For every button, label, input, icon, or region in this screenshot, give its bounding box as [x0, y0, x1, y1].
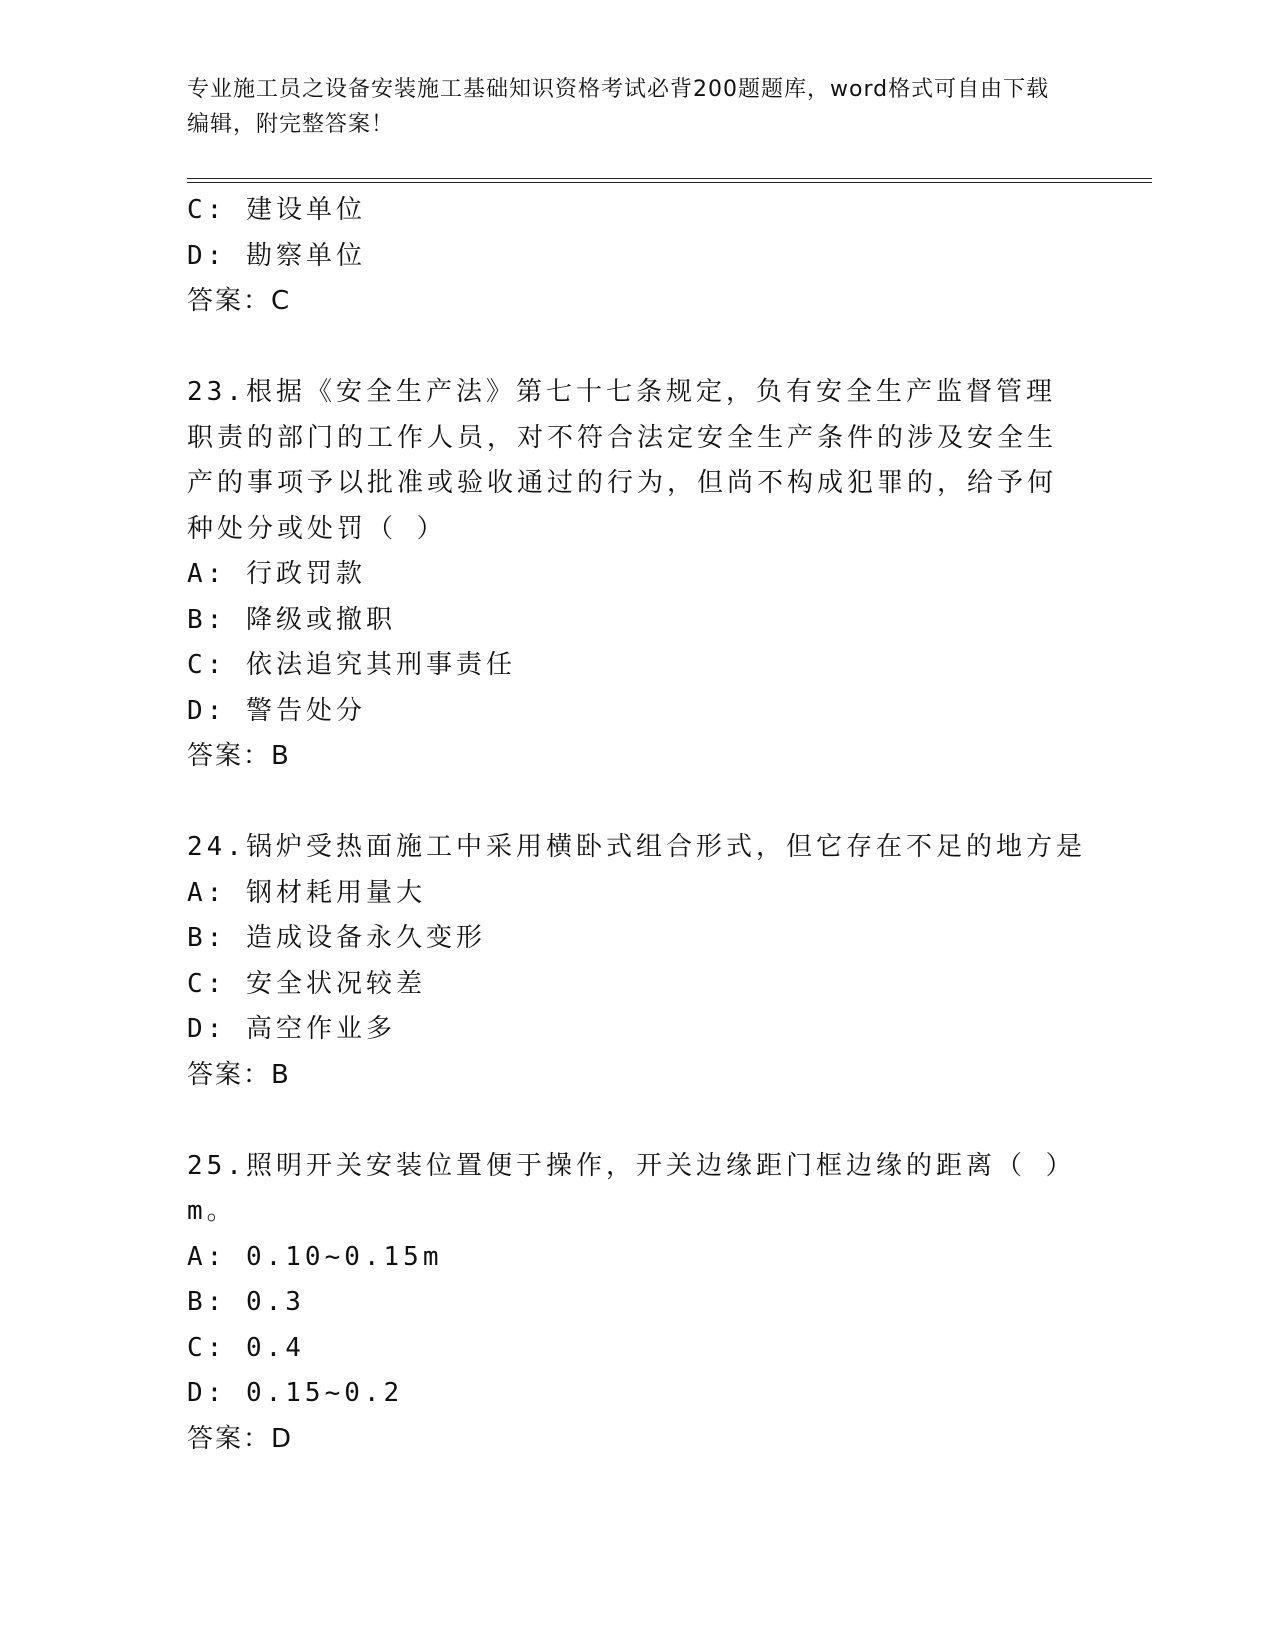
option-b: B: 0.3: [187, 1287, 305, 1317]
question-23-block: [187, 370, 1087, 780]
answer-line: 答案：B: [187, 1059, 291, 1090]
header-divider: [187, 178, 1152, 183]
document-header: 专业施工员之设备安装施工基础知识资格考试必背200题题库，word格式可自由下载编辑，附完整答案！: [187, 77, 1050, 137]
question-stem: 24.锅炉受热面施工中采用横卧式组合形式，但它存在不足的地方是: [187, 832, 1086, 862]
option-d: D: 0.15~0.2: [187, 1378, 404, 1408]
question-stem: 23.根据《安全生产法》第七十七条规定，负有安全生产监督管理职责的部门的工作人员，对不符合法定安全生产条件的涉及安全生产的事项予以批准或验收通过的行为，但尚不构成犯罪的，给予何种处分或处罚（ ）: [187, 377, 1058, 544]
option-c: C: 安全状况较差: [187, 968, 426, 999]
option-a: A: 行政罚款: [187, 559, 366, 589]
answer-line: 答案：D: [187, 1423, 294, 1454]
question-25-block: [187, 1144, 1087, 1463]
option-d: D: 警告处分: [187, 695, 366, 726]
spacer: [187, 1098, 1087, 1144]
option-d: D: 高空作业多: [187, 1014, 396, 1044]
question-24-block: [187, 825, 1087, 1098]
option-a: A: 钢材耗用量大: [187, 877, 426, 908]
option-a: A: 0.10~0.15m: [187, 1241, 443, 1272]
spacer: [187, 325, 1087, 371]
question-stem: 25.照明开关安装位置便于操作，开关边缘距门框边缘的距离（ ）m。: [187, 1150, 1076, 1226]
option-c: C: 0.4: [187, 1332, 305, 1363]
option-b: B: 降级或撤职: [187, 604, 396, 635]
option-d: D: 勘察单位: [187, 240, 366, 271]
answer-line: 答案：B: [187, 741, 291, 771]
prev-question-block: [187, 188, 1087, 325]
answer-line: 答案：C: [187, 286, 292, 316]
option-b: B: 造成设备永久变形: [187, 923, 486, 953]
option-c: C: 建设单位: [187, 195, 366, 225]
question-list: [187, 188, 1087, 1462]
option-c: C: 依法追究其刑事责任: [187, 650, 516, 680]
spacer: [187, 780, 1087, 826]
